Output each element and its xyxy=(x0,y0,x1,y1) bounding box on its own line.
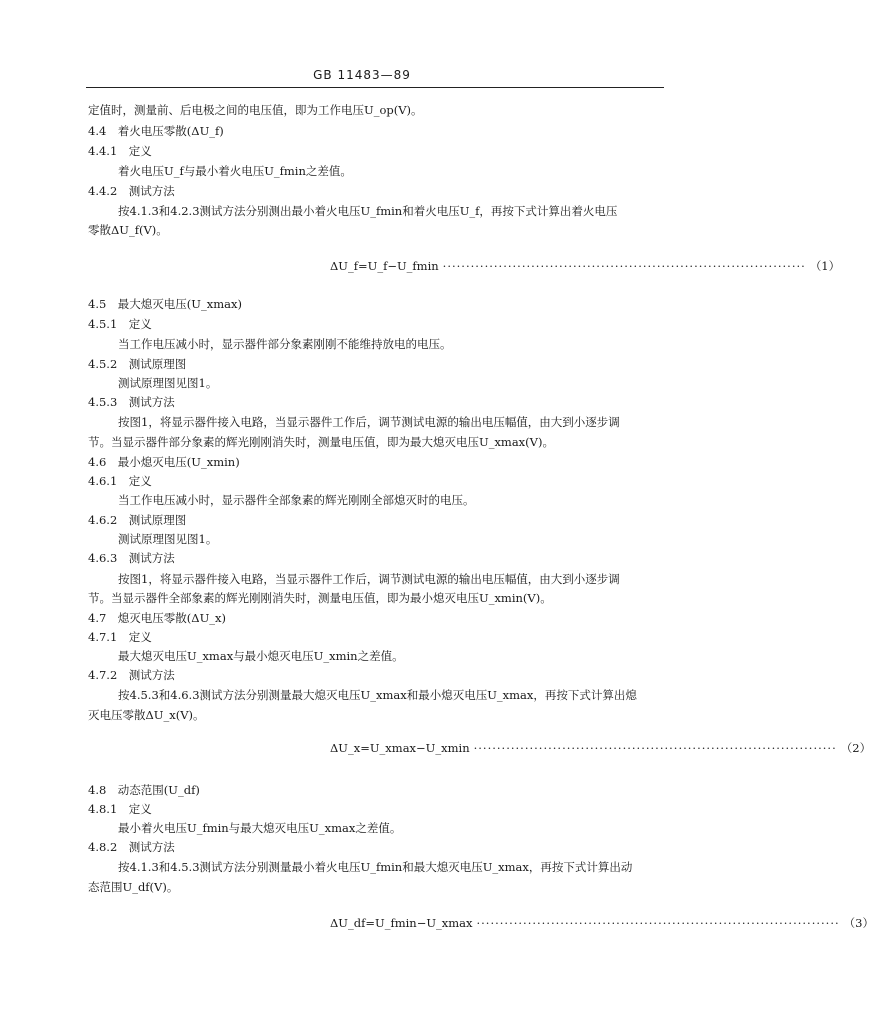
subsection-heading: 4.5.1 定义 xyxy=(88,317,152,331)
equation-3 xyxy=(330,915,874,931)
equation-2 xyxy=(330,740,872,756)
paragraph-line: 着火电压U_f与最小着火电压U_fmin之差值。 xyxy=(118,164,352,178)
equation-1 xyxy=(330,258,841,274)
equation-number: （2） xyxy=(840,741,872,755)
paragraph-line: 零散ΔU_f(V)。 xyxy=(88,223,168,237)
paragraph-line: 按4.1.3和4.2.3测试方法分别测出最小着火电压U_fmin和着火电压U_f，再按下式计算出着火电压 xyxy=(118,204,618,218)
section-heading: 4.6 最小熄灭电压(U_xmin) xyxy=(88,455,240,469)
paragraph-line: 测试原理图见图1。 xyxy=(118,532,218,546)
subsection-heading: 4.4.2 测试方法 xyxy=(88,184,175,198)
paragraph-line: 按图1，将显示器件接入电路，当显示器件工作后，调节测试电源的输出电压幅值，由大到小逐步调 xyxy=(118,572,620,586)
paragraph-line: 按图1，将显示器件接入电路，当显示器件工作后，调节测试电源的输出电压幅值，由大到小逐步调 xyxy=(118,415,620,429)
equation-formula: ΔU_f=U_f−U_fmin xyxy=(330,259,439,273)
paragraph-line: 最小着火电压U_fmin与最大熄灭电压U_xmax之差值。 xyxy=(118,821,402,835)
subsection-heading: 4.4.1 定义 xyxy=(88,144,152,158)
paragraph-line: 灭电压零散ΔU_x(V)。 xyxy=(88,708,205,722)
leader-dots: ·············································································· xyxy=(476,916,840,930)
paragraph-line: 节。当显示器件全部象素的辉光刚刚消失时，测量电压值，即为最小熄灭电压U_xmin(V)。 xyxy=(88,591,552,605)
leader-dots: ·············································································· xyxy=(442,259,806,273)
paragraph-line: 当工作电压减小时，显示器件全部象素的辉光刚刚全部熄灭时的电压。 xyxy=(118,493,475,507)
subsection-heading: 4.7.1 定义 xyxy=(88,630,152,644)
section-heading: 4.5 最大熄灭电压(U_xmax) xyxy=(88,297,242,311)
subsection-heading: 4.6.3 测试方法 xyxy=(88,551,175,565)
subsection-heading: 4.7.2 测试方法 xyxy=(88,668,175,682)
paragraph-line: 测试原理图见图1。 xyxy=(118,376,218,390)
text-line: 定值时，测量前、后电极之间的电压值，即为工作电压U_op(V)。 xyxy=(88,103,423,117)
subsection-heading: 4.8.2 测试方法 xyxy=(88,840,175,854)
subsection-heading: 4.6.1 定义 xyxy=(88,474,152,488)
paragraph-line: 按4.1.3和4.5.3测试方法分别测量最小着火电压U_fmin和最大熄灭电压U_xmax，再按下式计算出动 xyxy=(118,860,633,874)
subsection-heading: 4.8.1 定义 xyxy=(88,802,152,816)
subsection-heading: 4.6.2 测试原理图 xyxy=(88,513,187,527)
page-header: GB 11483—89 xyxy=(313,68,411,82)
paragraph-line: 按4.5.3和4.6.3测试方法分别测量最大熄灭电压U_xmax和最小熄灭电压U_xmax，再按下式计算出熄 xyxy=(118,688,637,702)
leader-dots: ·············································································· xyxy=(473,741,837,755)
section-heading: 4.8 动态范围(U_df) xyxy=(88,783,200,797)
equation-formula: ΔU_df=U_fmin−U_xmax xyxy=(330,916,473,930)
paragraph-line: 当工作电压减小时，显示器件部分象素刚刚不能维持放电的电压。 xyxy=(118,337,452,351)
equation-number: （1） xyxy=(809,259,841,273)
section-heading: 4.7 熄灭电压零散(ΔU_x) xyxy=(88,611,226,625)
paragraph-line: 态范围U_df(V)。 xyxy=(88,880,179,894)
equation-formula: ΔU_x=U_xmax−U_xmin xyxy=(330,741,470,755)
header-rule xyxy=(86,87,664,88)
subsection-heading: 4.5.3 测试方法 xyxy=(88,395,175,409)
paragraph-line: 最大熄灭电压U_xmax与最小熄灭电压U_xmin之差值。 xyxy=(118,649,404,663)
equation-number: （3） xyxy=(843,916,874,930)
section-heading: 4.4 着火电压零散(ΔU_f) xyxy=(88,124,224,138)
paragraph-line: 节。当显示器件部分象素的辉光刚刚消失时，测量电压值，即为最大熄灭电压U_xmax(V)。 xyxy=(88,435,554,449)
subsection-heading: 4.5.2 测试原理图 xyxy=(88,357,187,371)
